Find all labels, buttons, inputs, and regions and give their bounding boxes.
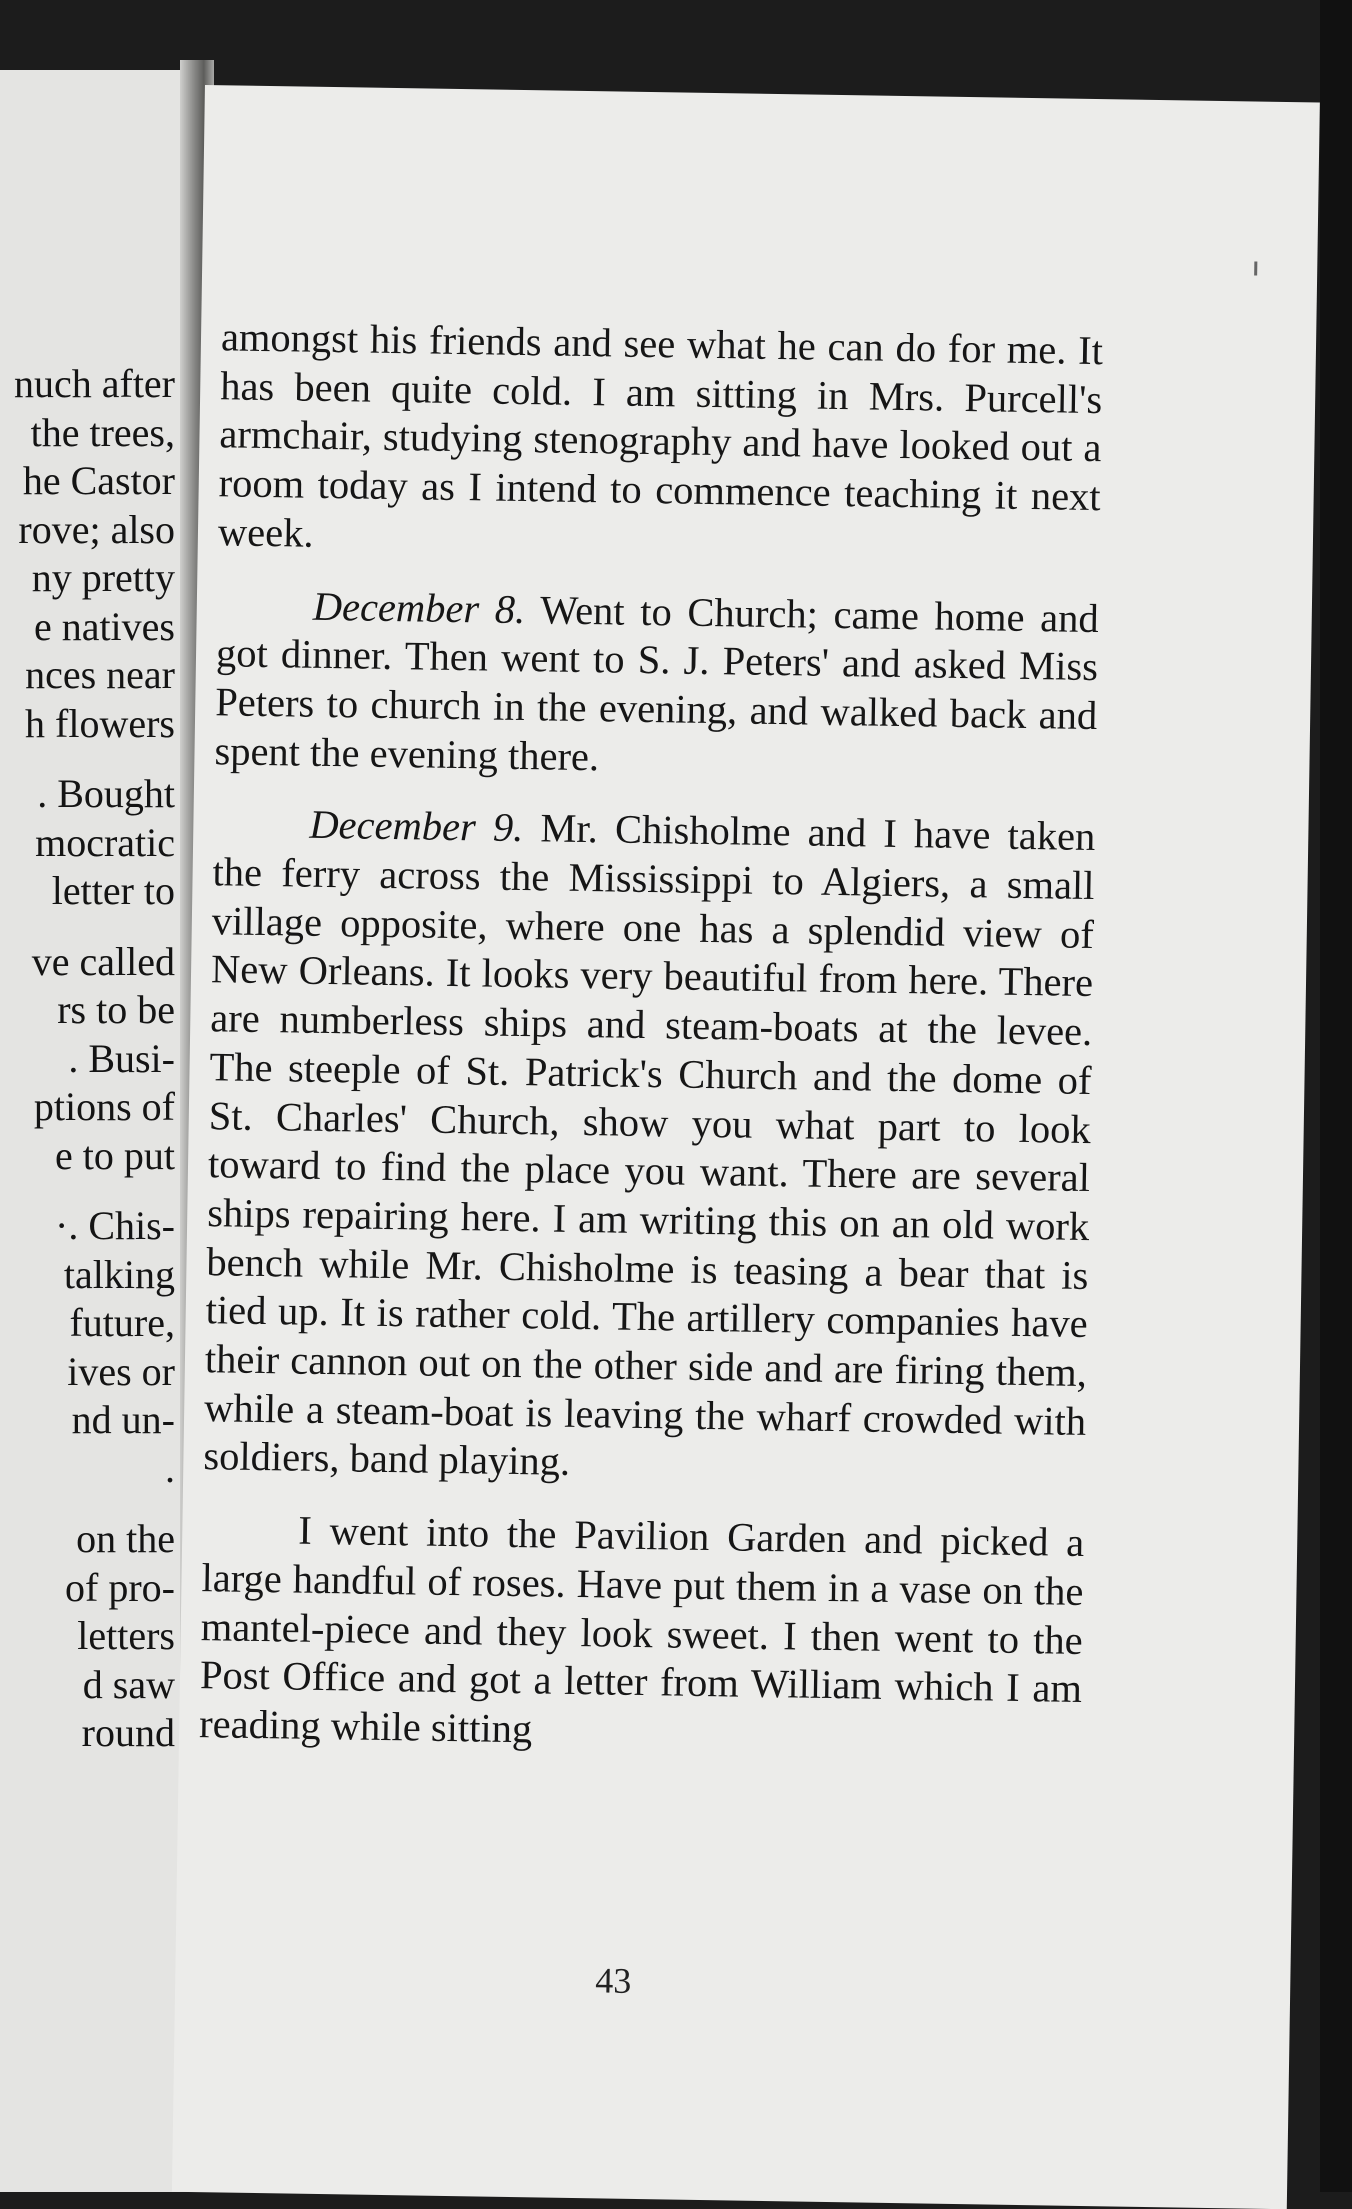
left-page-line: ve called: [31, 938, 175, 984]
left-page-line: he Castor: [22, 458, 175, 503]
page-number: 43: [594, 1960, 632, 2001]
right-page: [172, 85, 1320, 2209]
left-page-line: nuch after: [13, 361, 175, 406]
left-page-line: future,: [69, 1300, 175, 1345]
left-page-line: h flowers: [25, 700, 175, 746]
paragraph-december-9: [203, 800, 1096, 1496]
line-gap: [14, 748, 175, 770]
left-page-line: nces near: [25, 652, 175, 697]
left-page-line: ·. Chis-: [55, 1203, 175, 1248]
line-gap: [14, 1493, 175, 1515]
entry-text: Went to Church; came home and got dinner. Then went to S. J. Peters' and asked Miss Peters to church in the evening, and walked back and spent the evening there.: [214, 586, 1100, 779]
left-page-text: [14, 360, 175, 1758]
paragraph-1: amongst his friends and see what he can do for me. It has been quite cold. I am sitting in Mrs. Purcell's armchair, studying stenography and have looked out a room today as I intend to commence teaching it next week.: [217, 314, 1104, 556]
left-page: [0, 70, 205, 2192]
left-page-line: ptions of: [33, 1084, 175, 1129]
left-page-line: rove; also: [18, 506, 175, 552]
line-gap: [14, 916, 175, 938]
left-page-line: on the: [76, 1516, 175, 1561]
left-page-line: d saw: [82, 1661, 175, 1707]
left-page-line: the trees,: [30, 409, 175, 455]
left-page-line: ny pretty: [31, 555, 175, 600]
left-page-line: .: [165, 1445, 175, 1491]
left-page-line: e to put: [55, 1132, 175, 1178]
left-page-line: talking: [63, 1251, 175, 1297]
left-page-line: . Bought: [37, 771, 175, 816]
line-gap: [14, 1180, 175, 1202]
entry-date: December 8.: [312, 583, 526, 632]
left-page-line: mocratic: [35, 819, 175, 865]
left-page-line: e natives: [33, 603, 175, 649]
entry-text: Mr. Chisholme and I have taken the ferry across the Mississippi to Algiers, a small village opposite, where one has a splendid view of New Orleans. It looks very beautiful from here. There are numberless ships and steam-boats at the levee. The steeple of St. Patrick's Church and the dome of St. Charles' Church, show you what part to look toward to find the place you want. There are several ships repairing here. I am writing this on an old work bench while Mr. Chisholme is teasing a bear that is tied up. It is rather cold. The artillery companies have their cannon out on the other side and are firing them, while a steam-boat is leaving the wharf crowded with soldiers, band playing.: [203, 805, 1096, 1485]
left-page-line: round: [81, 1710, 175, 1755]
background-edge: [1320, 0, 1352, 2192]
page-body: [198, 313, 1103, 1786]
left-page-line: ives or: [67, 1348, 175, 1394]
left-page-line: letter to: [51, 868, 175, 913]
left-page-line: letters: [77, 1613, 175, 1658]
left-page-line: of pro-: [65, 1564, 175, 1610]
paragraph-4: I went into the Pavilion Garden and picked a large handful of roses. Have put them in a vase on the mantel-piece and they look sweet. I then went to the Post Office and got a letter from William which I am reading while sitting: [198, 1507, 1085, 1752]
left-page-line: rs to be: [57, 987, 175, 1032]
left-page-line: . Busi-: [68, 1035, 175, 1081]
left-page-line: nd un-: [71, 1397, 175, 1442]
paper-speck: [1254, 262, 1257, 276]
paragraph-december-8: [214, 581, 1099, 790]
entry-date: December 9.: [309, 802, 524, 851]
